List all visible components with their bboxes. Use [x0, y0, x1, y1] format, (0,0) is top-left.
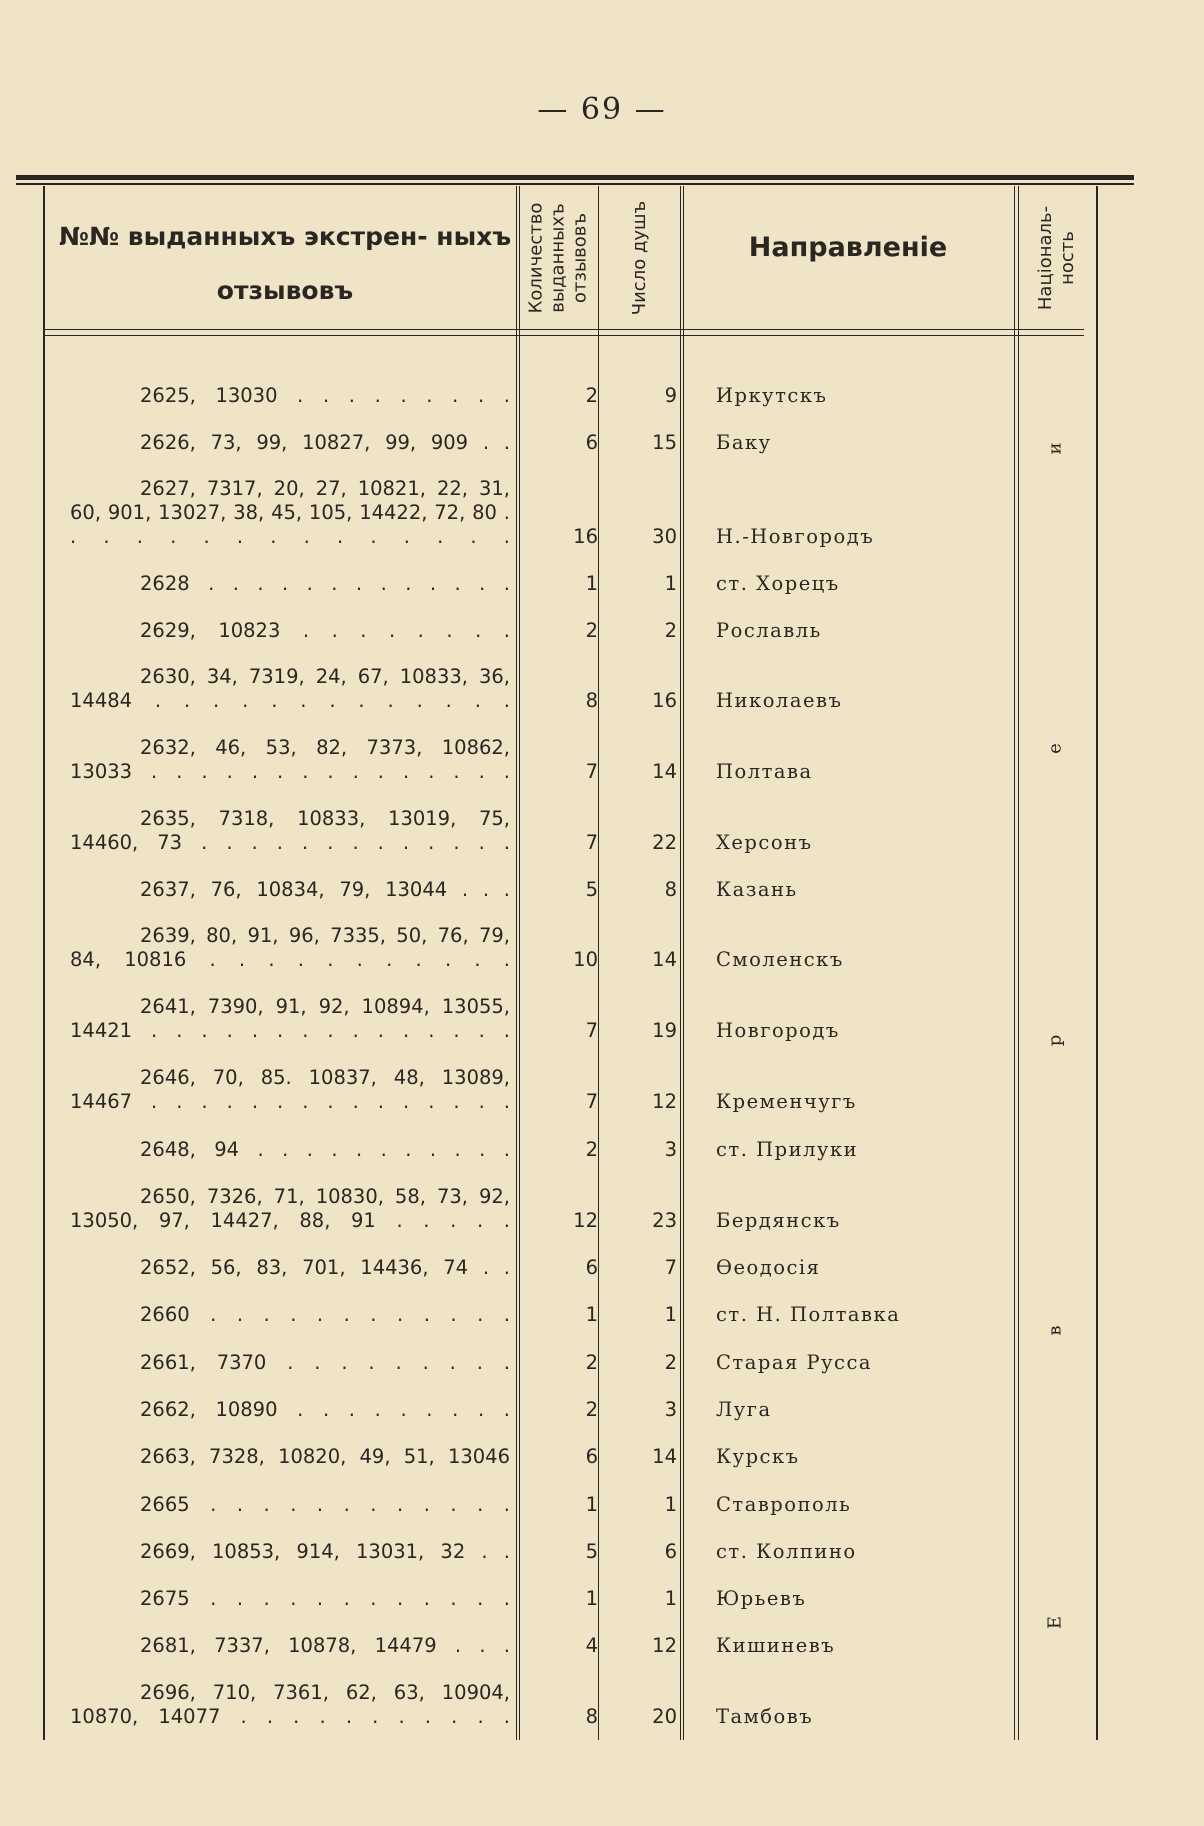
direction-column-header: Направленіе — [748, 232, 948, 263]
nationality-letter: р — [1044, 1034, 1066, 1047]
souls-count: 14 — [652, 760, 677, 783]
table-row — [0, 1437, 1204, 1469]
count-column-header — [518, 188, 598, 328]
destination: Баку — [716, 431, 772, 454]
souls-count: 1 — [664, 1493, 677, 1516]
permit-numbers: 2641, 7390, 91, 92, 10894, 13055, 14421 . . . . . . . . . . . . . . . — [70, 995, 510, 1042]
souls-count: 1 — [664, 1303, 677, 1326]
destination: Курскъ — [716, 1445, 800, 1468]
destination: Рославль — [716, 619, 822, 642]
souls-count: 16 — [652, 689, 677, 712]
permit-count: 8 — [585, 689, 598, 712]
permit-numbers: 2669, 10853, 914, 13031, 32 . . — [140, 1540, 510, 1563]
souls-count: 9 — [664, 384, 677, 407]
destination: ст. Колпино — [716, 1540, 857, 1563]
destination: Тамбовъ — [716, 1705, 814, 1728]
permit-numbers: 2661, 7370 . . . . . . . . . — [140, 1351, 510, 1374]
souls-count: 19 — [652, 1019, 677, 1042]
permit-numbers: 2660 . . . . . . . . . . . . — [140, 1303, 510, 1326]
table-row — [0, 1579, 1204, 1611]
permit-count: 2 — [585, 384, 598, 407]
top-rule-thin — [16, 183, 1134, 185]
souls-count: 1 — [664, 572, 677, 595]
table-row — [0, 1248, 1204, 1280]
nationality-letter: и — [1044, 442, 1066, 455]
permit-count: 6 — [585, 431, 598, 454]
table-row — [0, 1295, 1204, 1327]
permit-numbers: 2665 . . . . . . . . . . . . — [140, 1493, 510, 1516]
count-column-header-text: Количество выданныхъ отзывовъ — [525, 202, 590, 314]
permit-count: 5 — [585, 878, 598, 901]
destination: ст. Прилуки — [716, 1138, 859, 1161]
table-row — [0, 611, 1204, 643]
permit-count: 12 — [573, 1209, 598, 1232]
souls-count: 3 — [664, 1138, 677, 1161]
souls-count: 14 — [652, 1445, 677, 1468]
permit-numbers: 2625, 13030 . . . . . . . . . — [140, 384, 510, 407]
souls-count: 12 — [652, 1090, 677, 1113]
permit-numbers: 2675 . . . . . . . . . . . . — [140, 1587, 510, 1610]
permit-count: 2 — [585, 619, 598, 642]
permit-numbers: 2663, 7328, 10820, 49, 51, 13046 — [140, 1445, 510, 1468]
table-row — [0, 1674, 1204, 1729]
destination: Юрьевъ — [716, 1587, 807, 1610]
destination: Новгородъ — [716, 1019, 840, 1042]
souls-count: 2 — [664, 1351, 677, 1374]
souls-count: 6 — [664, 1540, 677, 1563]
permit-count: 1 — [585, 1303, 598, 1326]
top-rule — [16, 175, 1134, 180]
table-row — [0, 1532, 1204, 1564]
nationality-letter: е — [1044, 743, 1066, 754]
destination: Полтава — [716, 760, 813, 783]
permit-count: 7 — [585, 831, 598, 854]
destination: ст. Н. Полтавка — [716, 1303, 901, 1326]
souls-count: 3 — [664, 1398, 677, 1421]
table-row — [0, 1178, 1204, 1233]
souls-count: 22 — [652, 831, 677, 854]
destination: Ѳеодосія — [716, 1256, 821, 1279]
table-row — [0, 1485, 1204, 1517]
numbers-column-header: №№ выданныхъ экстрен- ныхъ отзывовъ — [58, 222, 512, 305]
table-row — [0, 1343, 1204, 1375]
destination: Кишиневъ — [716, 1634, 836, 1657]
souls-column-header — [600, 188, 680, 328]
souls-count: 14 — [652, 948, 677, 971]
permit-numbers: 2681, 7337, 10878, 14479 . . . — [140, 1634, 510, 1657]
destination: Старая Русса — [716, 1351, 873, 1374]
permit-count: 1 — [585, 1493, 598, 1516]
nationality-column-header — [1020, 188, 1094, 328]
table-row — [0, 423, 1204, 455]
destination: Смоленскъ — [716, 948, 844, 971]
destination: Н.-Новгородъ — [716, 525, 875, 548]
permit-count: 7 — [585, 760, 598, 783]
souls-count: 1 — [664, 1587, 677, 1610]
destination: Иркутскъ — [716, 384, 828, 407]
permit-numbers: 2635, 7318, 10833, 13019, 75, 14460, 73 . . . . . . . . . . . . . — [70, 807, 510, 854]
table-row — [0, 1626, 1204, 1658]
table-row — [0, 1390, 1204, 1422]
souls-count: 15 — [652, 431, 677, 454]
destination: Луга — [716, 1398, 772, 1421]
header-rule-2 — [44, 335, 1084, 336]
permit-numbers: 2637, 76, 10834, 79, 13044 . . . — [140, 878, 510, 901]
souls-count: 7 — [664, 1256, 677, 1279]
permit-numbers: 2632, 46, 53, 82, 7373, 10862, 13033 . . . . . . . . . . . . . . . — [70, 736, 510, 783]
table-row — [0, 800, 1204, 855]
permit-count: 6 — [585, 1256, 598, 1279]
permit-count: 8 — [585, 1705, 598, 1728]
permit-numbers: 2662, 10890 . . . . . . . . . — [140, 1398, 510, 1421]
table-row — [0, 729, 1204, 784]
permit-numbers: 2696, 710, 7361, 62, 63, 10904, 10870, 14077 . . . . . . . . . . . — [70, 1681, 510, 1728]
permit-count: 7 — [585, 1019, 598, 1042]
permit-numbers: 2646, 70, 85. 10837, 48, 13089, 14467 . . . . . . . . . . . . . . . — [70, 1066, 510, 1113]
table-row — [0, 870, 1204, 902]
permit-numbers: 2629, 10823 . . . . . . . . — [140, 619, 510, 642]
nationality-letter: Е — [1044, 1615, 1066, 1630]
permit-numbers: 2648, 94 . . . . . . . . . . . — [140, 1138, 510, 1161]
permit-numbers: 2652, 56, 83, 701, 14436, 74 . . — [140, 1256, 510, 1279]
permit-count: 6 — [585, 1445, 598, 1468]
table-row — [0, 917, 1204, 972]
nationality-column-header-text: Національ- ность — [1035, 205, 1078, 311]
destination: Николаевъ — [716, 689, 843, 712]
table-row — [0, 470, 1204, 549]
destination: Бердянскъ — [716, 1209, 841, 1232]
table-row — [0, 1130, 1204, 1162]
permit-count: 1 — [585, 1587, 598, 1610]
page-number: — 69 — — [537, 92, 667, 127]
permit-numbers: 2628 . . . . . . . . . . . . . — [140, 572, 510, 595]
permit-numbers: 2626, 73, 99, 10827, 99, 909 . . — [140, 431, 510, 454]
permit-count: 2 — [585, 1351, 598, 1374]
header-rule — [44, 329, 1084, 330]
destination: Казань — [716, 878, 798, 901]
table-row — [0, 658, 1204, 713]
table-row — [0, 1059, 1204, 1114]
souls-count: 23 — [652, 1209, 677, 1232]
permit-numbers: 2650, 7326, 71, 10830, 58, 73, 92, 13050, 97, 14427, 88, 91 . . . . . — [70, 1185, 510, 1232]
table-row — [0, 564, 1204, 596]
permit-count: 4 — [585, 1634, 598, 1657]
permit-count: 1 — [585, 572, 598, 595]
permit-count: 10 — [573, 948, 598, 971]
souls-count: 12 — [652, 1634, 677, 1657]
souls-count: 30 — [652, 525, 677, 548]
souls-count: 2 — [664, 619, 677, 642]
permit-numbers: 2630, 34, 7319, 24, 67, 10833, 36, 14484 . . . . . . . . . . . . . — [70, 665, 510, 712]
destination: Херсонъ — [716, 831, 813, 854]
permit-count: 7 — [585, 1090, 598, 1113]
souls-count: 20 — [652, 1705, 677, 1728]
table-row — [0, 988, 1204, 1043]
permit-count: 2 — [585, 1398, 598, 1421]
destination: Ставрополь — [716, 1493, 852, 1516]
souls-column-header-text: Число душъ — [629, 200, 650, 316]
permit-count: 2 — [585, 1138, 598, 1161]
permit-count: 5 — [585, 1540, 598, 1563]
souls-count: 8 — [664, 878, 677, 901]
nationality-letter: в — [1044, 1325, 1066, 1336]
destination: ст. Хорецъ — [716, 572, 840, 595]
destination: Кременчугъ — [716, 1090, 857, 1113]
permit-numbers: 2639, 80, 91, 96, 7335, 50, 76, 79, 84, 10816 . . . . . . . . . . . — [70, 924, 510, 971]
table-row — [0, 376, 1204, 408]
permit-numbers: 2627, 7317, 20, 27, 10821, 22, 31, 60, 901, 13027, 38, 45, 105, 14422, 72, 80 . . . . . . . . . . . . . . . — [70, 477, 510, 548]
permit-count: 16 — [573, 525, 598, 548]
